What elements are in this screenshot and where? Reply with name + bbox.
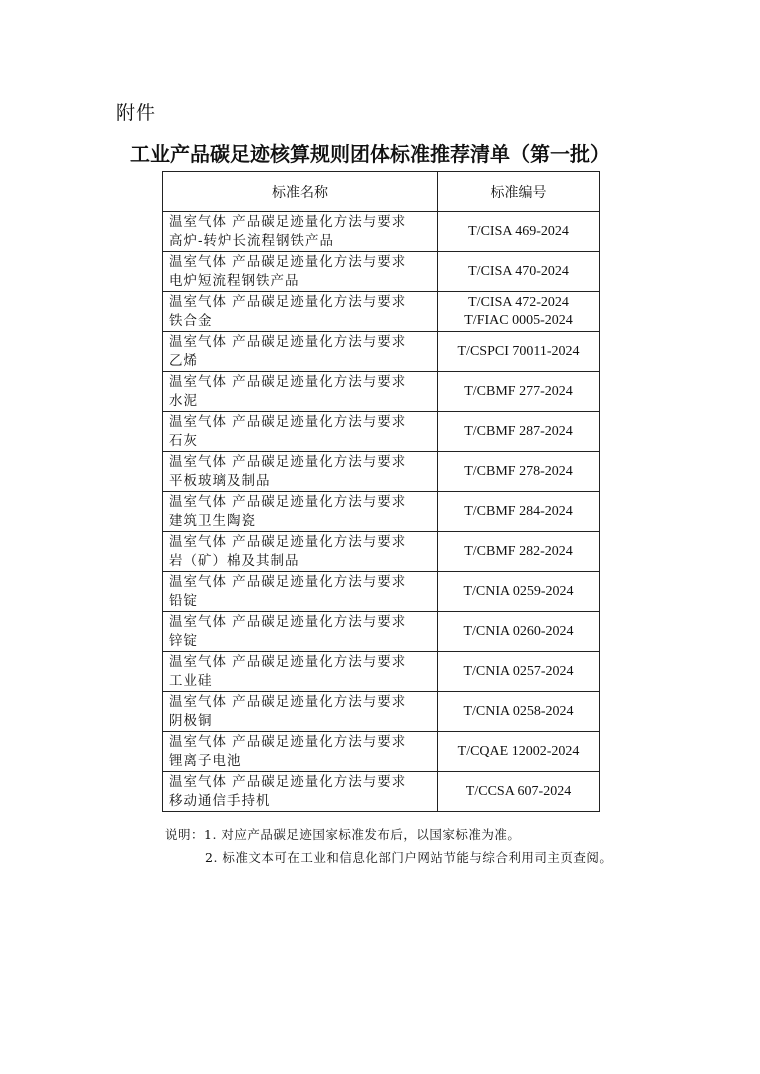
standard-name-line: 温室气体 产品碳足迹量化方法与要求 bbox=[169, 653, 407, 670]
standard-name-line: 石灰 bbox=[169, 432, 198, 449]
standard-name-cell bbox=[163, 212, 438, 252]
standard-code-cell bbox=[438, 452, 600, 492]
standard-name-cell bbox=[163, 732, 438, 772]
standard-code: T/CBMF 278-2024 bbox=[464, 463, 573, 479]
standard-name-line: 锌锭 bbox=[169, 632, 198, 649]
standard-code-cell bbox=[438, 732, 600, 772]
standard-name-line: 阴极铜 bbox=[169, 712, 213, 729]
table-row bbox=[163, 732, 600, 772]
standard-name-cell bbox=[163, 572, 438, 612]
attachment-label: 附件 bbox=[116, 102, 157, 124]
table-row bbox=[163, 412, 600, 452]
standard-name-line: 温室气体 产品碳足迹量化方法与要求 bbox=[169, 693, 407, 710]
standard-name-line: 温室气体 产品碳足迹量化方法与要求 bbox=[169, 333, 407, 350]
standard-name-line: 温室气体 产品碳足迹量化方法与要求 bbox=[169, 613, 407, 630]
standard-code: T/CISA 470-2024 bbox=[468, 263, 569, 279]
table-row bbox=[163, 452, 600, 492]
standard-code-cell bbox=[438, 412, 600, 452]
table-header-row bbox=[163, 172, 600, 212]
standard-code-cell bbox=[438, 372, 600, 412]
standard-code-cell bbox=[438, 532, 600, 572]
table-row bbox=[163, 692, 600, 732]
table-row bbox=[163, 572, 600, 612]
standard-name-cell bbox=[163, 452, 438, 492]
standard-name-line: 温室气体 产品碳足迹量化方法与要求 bbox=[169, 773, 407, 790]
standard-code-cell bbox=[438, 292, 600, 332]
standard-name-line: 建筑卫生陶瓷 bbox=[169, 512, 256, 529]
standard-name-cell bbox=[163, 492, 438, 532]
standard-code: T/CBMF 282-2024 bbox=[464, 543, 573, 559]
standard-code: T/CNIA 0257-2024 bbox=[463, 663, 574, 679]
standard-name-line: 温室气体 产品碳足迹量化方法与要求 bbox=[169, 533, 407, 550]
standard-name-cell bbox=[163, 332, 438, 372]
standard-name-line: 温室气体 产品碳足迹量化方法与要求 bbox=[169, 213, 407, 230]
note-2: 2. 标准文本可在工业和信息化部门户网站节能与综合利用司主页查阅。 bbox=[205, 850, 613, 865]
standard-name-line: 锂离子电池 bbox=[169, 752, 242, 769]
standard-code: T/CISA 472-2024 bbox=[468, 294, 569, 310]
standard-name-line: 水泥 bbox=[169, 392, 198, 409]
standard-name-cell bbox=[163, 532, 438, 572]
table-row bbox=[163, 772, 600, 812]
standard-code-cell bbox=[438, 252, 600, 292]
table-row bbox=[163, 252, 600, 292]
standard-code: T/FIAC 0005-2024 bbox=[464, 312, 573, 328]
standard-code-cell bbox=[438, 572, 600, 612]
standard-code-cell bbox=[438, 652, 600, 692]
standard-name-line: 温室气体 产品碳足迹量化方法与要求 bbox=[169, 493, 407, 510]
standard-name-cell bbox=[163, 692, 438, 732]
standard-name-line: 乙烯 bbox=[169, 352, 198, 369]
standard-code-cell bbox=[438, 772, 600, 812]
standard-code-cell bbox=[438, 332, 600, 372]
standard-name-line: 温室气体 产品碳足迹量化方法与要求 bbox=[169, 453, 407, 470]
page-title: 工业产品碳足迹核算规则团体标准推荐清单（第一批） bbox=[130, 142, 610, 166]
standard-code: T/CBMF 277-2024 bbox=[464, 383, 573, 399]
standard-name-line: 铅锭 bbox=[169, 592, 198, 609]
standard-name-line: 工业硅 bbox=[169, 672, 213, 689]
standard-code-cell bbox=[438, 212, 600, 252]
table-row bbox=[163, 332, 600, 372]
standard-code: T/CBMF 284-2024 bbox=[464, 503, 573, 519]
standard-name-cell bbox=[163, 652, 438, 692]
standard-name-line: 温室气体 产品碳足迹量化方法与要求 bbox=[169, 413, 407, 430]
standard-name-cell bbox=[163, 292, 438, 332]
standard-name-line: 移动通信手持机 bbox=[169, 792, 271, 809]
standard-name-line: 高炉-转炉长流程钢铁产品 bbox=[169, 232, 335, 249]
table-row bbox=[163, 292, 600, 332]
standard-name-line: 温室气体 产品碳足迹量化方法与要求 bbox=[169, 293, 407, 310]
table-row bbox=[163, 532, 600, 572]
standard-name-line: 温室气体 产品碳足迹量化方法与要求 bbox=[169, 573, 407, 590]
header-standard-name: 标准名称 bbox=[163, 172, 438, 212]
standard-code: T/CBMF 287-2024 bbox=[464, 423, 573, 439]
standard-code: T/CISA 469-2024 bbox=[468, 223, 569, 239]
standard-name-cell bbox=[163, 772, 438, 812]
standard-name-cell bbox=[163, 372, 438, 412]
table-row bbox=[163, 372, 600, 412]
standard-code: T/CCSA 607-2024 bbox=[465, 783, 572, 799]
table-row bbox=[163, 212, 600, 252]
standard-code-cell bbox=[438, 612, 600, 652]
standard-code: T/CNIA 0259-2024 bbox=[463, 583, 574, 599]
standard-code: T/CQAE 12002-2024 bbox=[457, 743, 580, 759]
table-body bbox=[163, 212, 600, 812]
note-1: 说明：1. 对应产品碳足迹国家标准发布后，以国家标准为准。 bbox=[165, 827, 521, 842]
table-row bbox=[163, 492, 600, 532]
table-row bbox=[163, 652, 600, 692]
standard-name-line: 电炉短流程钢铁产品 bbox=[169, 272, 300, 289]
header-standard-code: 标准编号 bbox=[438, 172, 600, 212]
standard-name-line: 铁合金 bbox=[169, 312, 213, 329]
standard-name-line: 温室气体 产品碳足迹量化方法与要求 bbox=[169, 253, 407, 270]
standard-code: T/CNIA 0260-2024 bbox=[463, 623, 574, 639]
standard-name-line: 岩（矿）棉及其制品 bbox=[169, 552, 300, 569]
standard-name-line: 平板玻璃及制品 bbox=[169, 472, 271, 489]
standard-name-cell bbox=[163, 412, 438, 452]
standard-code: T/CSPCI 70011-2024 bbox=[457, 343, 580, 359]
standard-name-cell bbox=[163, 612, 438, 652]
standard-code: T/CNIA 0258-2024 bbox=[463, 703, 574, 719]
standard-name-line: 温室气体 产品碳足迹量化方法与要求 bbox=[169, 733, 407, 750]
table-row bbox=[163, 612, 600, 652]
standard-name-line: 温室气体 产品碳足迹量化方法与要求 bbox=[169, 373, 407, 390]
standard-name-cell bbox=[163, 252, 438, 292]
standards-table bbox=[162, 171, 600, 812]
standard-code-cell bbox=[438, 692, 600, 732]
standard-code-cell bbox=[438, 492, 600, 532]
